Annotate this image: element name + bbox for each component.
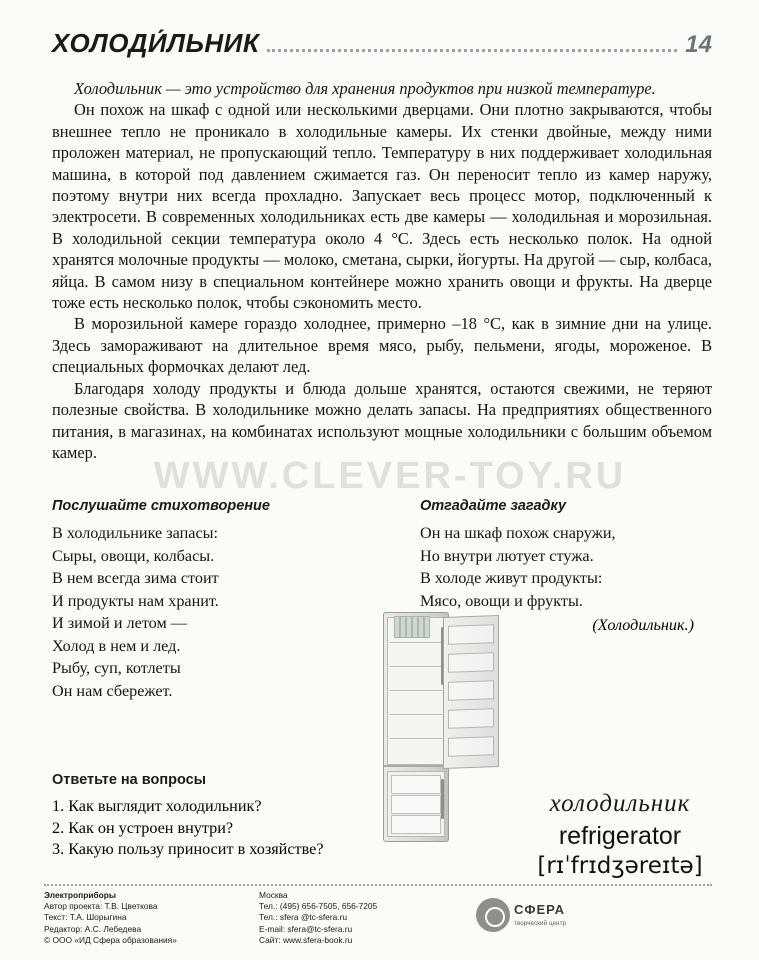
sphere-icon xyxy=(476,898,510,932)
footer-text-author: Текст: Т.А. Шорыгина xyxy=(44,912,127,923)
refrigerator-photo xyxy=(383,612,501,842)
article-lead-term: Холодильник — это устройство для хранения продуктов при низкой температуре. xyxy=(74,79,656,98)
footer-phone-alt: Тел.: sfera @tc-sfera.ru xyxy=(259,912,348,923)
questions-list xyxy=(52,796,392,861)
riddle-line: Мясо, овощи и фрукты. xyxy=(420,591,583,610)
page-number: 14 xyxy=(685,31,712,58)
publisher-name: СФЕРА xyxy=(514,902,566,917)
footer-series: Электроприборы xyxy=(44,890,117,900)
page-header xyxy=(52,28,712,64)
poem-line: И зимой и летом — xyxy=(52,614,187,632)
riddle-heading: Отгадайте загадку xyxy=(420,498,567,514)
poem-line: Сыры, овощи, колбасы. xyxy=(52,546,215,565)
poem-line: В холодильнике запасы: xyxy=(52,524,219,542)
page-footer xyxy=(44,890,712,950)
poem-section xyxy=(52,498,352,702)
question-item: 1. Как выглядит холодильник? xyxy=(52,797,262,815)
footer-email: E-mail: sfera@tc-sfera.ru xyxy=(259,923,353,934)
publisher-subtitle: творческий центр xyxy=(514,921,567,927)
word-handwritten-russian: холодильник xyxy=(549,790,691,817)
poem-line: В нем всегда зима стоит xyxy=(52,569,219,587)
riddle-line: Он на шкаф похож снаружи, xyxy=(420,524,616,542)
footer-editor: Редактор: А.С. Лебедева xyxy=(44,923,142,934)
article-paragraph xyxy=(52,78,712,99)
word-card xyxy=(500,790,740,879)
refrigerator-body xyxy=(383,612,449,842)
footer-credits xyxy=(44,890,224,946)
riddle-line: Но внутри лютует стужа. xyxy=(420,546,594,565)
footer-phone: Тел.: (495) 656-7505, 656-7205 xyxy=(259,901,378,912)
publisher-logo xyxy=(476,896,616,936)
footer-city: Москва xyxy=(259,890,288,900)
questions-heading: Ответьте на вопросы xyxy=(52,772,207,788)
title-dot-leader xyxy=(267,48,677,52)
riddle-answer: (Холодильник.) xyxy=(592,616,694,634)
footer-author: Автор проекта: Т.В. Цветкова xyxy=(44,901,158,912)
footer-website: Сайт: www.sfera-book.ru xyxy=(259,934,353,945)
questions-section xyxy=(52,772,392,861)
poem-line: И продукты нам хранит. xyxy=(52,591,219,610)
word-english: refrigerator xyxy=(558,822,682,850)
question-item: 2. Как он устроен внутри? xyxy=(52,818,234,837)
article-paragraph: Благодаря холоду продукты и блюда дольше хранятся, остаются свежими, не теряют полезные свойства. В холодильнике можно делать запасы. На предприятиях общественного питания, в магазинах, на комбинатах используют мощные холодильники с большим объемом камер. xyxy=(52,378,712,462)
footer-divider xyxy=(44,884,712,886)
footer-copyright: © ООО «ИД Сфера образования» xyxy=(44,934,177,945)
refrigerator-door-split xyxy=(384,765,448,767)
poem-line: Он нам сбережет. xyxy=(52,681,173,700)
footer-contacts xyxy=(259,890,449,946)
riddle-line: В холоде живут продукты: xyxy=(420,569,603,587)
watermark-text: WWW.CLEVER-TOY.RU xyxy=(153,455,627,497)
page-title: ХОЛОДИ́ЛЬНИК xyxy=(52,28,260,58)
poem-line: Рыбу, суп, котлеты xyxy=(52,659,181,677)
article-body xyxy=(52,78,712,463)
poem-line: Холод в нем и лед. xyxy=(52,636,181,655)
refrigerator-interior xyxy=(387,617,445,765)
article-paragraph: В морозильной камере гораздо холоднее, примерно –18 °С, как в зимние дни на улице. Здесь замораживают на длительное время мясо, рыбу, пельмени, ягоды, мороженое. В специальных формочках делают лед. xyxy=(52,314,712,377)
poem-heading: Послушайте стихотворение xyxy=(52,498,270,514)
riddle-body xyxy=(420,522,720,612)
article-paragraph: Он похож на шкаф с одной или несколькими дверцами. Они плотно закрываются, чтобы внешнее тепло не проникало в холодильные камеры. Их стенки двойные, между ними проложен материал, не пропускающий тепло. Температуру в них поддерживает холодильная машина, в которой под давлением сжимается газ. Он переносит тепло из камер наружу, поэтому внутри них всегда прохладно. Запускает весь процесс мотор, подключенный к электросети. В современных холодильниках есть две камеры — холодильная и морозильная. В холодильной секции температура около 4 °С. Здесь есть несколько полок. На одной хранятся молочные продукты — молоко, сметана, сырки, йогурты. На другой — сыр, колбаса, яйца. В самом низу в специальном контейнере можно хранить овощи и фрукты. На дверце тоже есть несколько полок, чтобы сэкономить место. xyxy=(52,100,712,313)
refrigerator-handle-lower xyxy=(441,779,444,819)
question-item: 3. Какую пользу приносит в хозяйстве? xyxy=(52,840,324,858)
refrigerator-open-door xyxy=(443,615,499,769)
poem-body xyxy=(52,522,352,702)
refrigerator-drawers xyxy=(387,771,445,837)
word-transcription: [rɪˈfrɪdʒəreɪtə] xyxy=(537,853,703,879)
